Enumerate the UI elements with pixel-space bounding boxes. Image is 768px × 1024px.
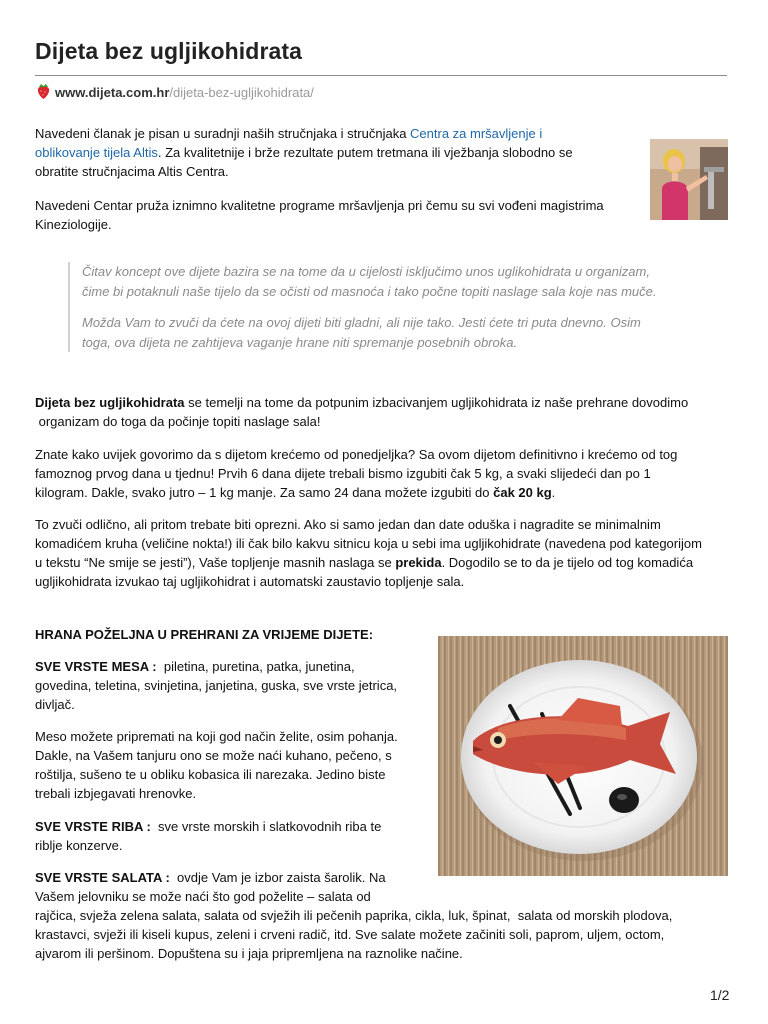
intro-paragraph-2-line-2: Kineziologije.	[35, 217, 112, 232]
body-paragraph-4-line-2: famoznog prvog dana u tjednu! Prvih 6 dana dijete trebali bismo izgubiti čak 5 kg, a svaki slijedeći dan po 1	[35, 466, 651, 481]
fish-on-plate-photo	[438, 636, 728, 876]
quote-line: Možda Vam to zvuči da ćete na ovoj dijeti biti gladni, ali nije tako. Jesti ćete tri puta dnevno. Osim	[82, 315, 641, 330]
source-path[interactable]: /dijeta-bez-ugljikohidrata/	[169, 85, 314, 100]
body-paragraph-4-line-3: kilogram. Dakle, svako jutro – 1 kg manje. Za samo 24 dana možete izgubiti do čak 20 kg.	[35, 485, 556, 500]
article-title: Dijeta bez ugljikohidrata	[35, 38, 303, 64]
quote-line: čime bi potaknuli naše tijelo da se očisti od masnoća i tako počne topiti naslage sala koje nas muče.	[82, 283, 657, 299]
body-paragraph-4-line-1: Znate kako uvijek govorimo da s dijetom krećemo od ponedjeljka? Sa ovom dijetom definitivno i krećemo od tog	[35, 447, 678, 462]
page-number: 1/2	[710, 987, 730, 1003]
source-domain[interactable]: www.dijeta.com.hr	[55, 85, 170, 100]
body-paragraph-5-line-2: komadićem kruha (veličine nokta!) ili čak bilo kakvu sitnicu koja u sebi ima ugljikohidrate (navedena pod kategorijom	[35, 536, 702, 551]
quote-line: toga, ova dijeta ne zahtijeva vaganje hrane niti spremanje posebnih obroka.	[82, 334, 518, 350]
meat-line-3: divljač.	[35, 697, 75, 712]
fitness-photo	[650, 139, 728, 220]
foods-heading: HRANA POŽELJNA U PREHRANI ZA VRIJEME DIJETE:	[35, 627, 374, 642]
altis-link[interactable]: Centra za mršavljenje i	[410, 126, 543, 141]
meat-line-1: SVE VRSTE MESA : piletina, puretina, patka, junetina,	[35, 659, 355, 674]
meat-line-2: govedina, teletina, svinjetina, janjetina, guska, sve vrste jetrica,	[35, 678, 398, 693]
strawberry-icon	[36, 82, 51, 100]
meat-prep-line-4: trebali izbjegavati hrenovke.	[35, 786, 197, 801]
meat-prep-line-2: Dakle, na Vašem tanjuru ono se može naći kuhano, pečeno, s	[35, 748, 392, 763]
meat-prep-line-1: Meso možete pripremati na koji god način želite, osim pohanja.	[35, 729, 398, 744]
salad-line-2: Vašem jelovniku se može naći što god poželite – salata od	[35, 889, 371, 904]
quote-line: Čitav koncept ove dijete bazira se na tome da u cijelosti isključimo unos uglikohidrata u organizam,	[82, 264, 650, 279]
meat-prep-line-3: roštilja, sušeno te u obliku kobasica ili narezaka. Jedino biste	[35, 767, 386, 782]
salad-line-1: SVE VRSTE SALATA : ovdje Vam je izbor zaista šarolik. Na	[35, 870, 386, 885]
fish-line-1: SVE VRSTE RIBA : sve vrste morskih i slatkovodnih riba te	[35, 819, 382, 834]
title-divider	[35, 75, 727, 76]
body-paragraph-3-line-2: organizam do toga da počinje topiti naslage sala!	[35, 414, 321, 429]
body-paragraph-5-line-3: u tekstu “Ne smije se jesti”), Vaše topljenje masnih naslaga se prekida. Dogodilo se to da je tijelo od tog komadića	[35, 555, 694, 570]
intro-paragraph-1-line-3: obratite stručnjacima Altis Centra.	[35, 164, 229, 179]
fish-line-2: riblje konzerve.	[35, 838, 123, 853]
altis-link-continued[interactable]: oblikovanje tijela Altis	[35, 145, 158, 160]
body-paragraph-5-line-4: ugljikohidrata izvukao taj ugljikohidrat i automatski zaustavio topljenje sala.	[35, 574, 465, 589]
salad-line-5: ajvarom ili peršinom. Dopuštena su i jaja pripremljena na raznolike načine.	[35, 946, 463, 961]
salad-line-4: krastavci, svježi ili kiseli kupus, zeleni i crveni radič, itd. Sve salate možete začiniti soli, paprom, uljem, octom,	[35, 927, 665, 942]
salad-line-3: rajčica, svježa zelena salata, salata od svježih ili pečenih paprika, cikla, luk, špinat, salata od morskih plodova,	[35, 908, 673, 923]
intro-paragraph-1-line-1: Navedeni članak je pisan u suradnji naših stručnjaka i stručnjaka Centra za mršavljenje i	[35, 126, 543, 141]
source-url[interactable]	[55, 84, 314, 102]
intro-paragraph-2-line-1: Navedeni Centar pruža iznimno kvalitetne programe mršavljenja pri čemu su svi vođeni magistrima	[35, 198, 604, 213]
intro-paragraph-1-line-2: oblikovanje tijela Altis. Za kvalitetnije i brže rezultate putem tretmana ili vježbanja slobodno se	[35, 145, 573, 160]
blockquote	[68, 262, 722, 352]
body-paragraph-5-line-1: To zvuči odlično, ali pritom trebate biti oprezni. Ako si samo jedan dan date oduška i nagradite se minimalnim	[35, 517, 661, 532]
body-paragraph-3-line-1: Dijeta bez ugljikohidrata se temelji na tome da potpunim izbacivanjem ugljikohidrata iz naše prehrane dovodimo	[35, 395, 689, 410]
